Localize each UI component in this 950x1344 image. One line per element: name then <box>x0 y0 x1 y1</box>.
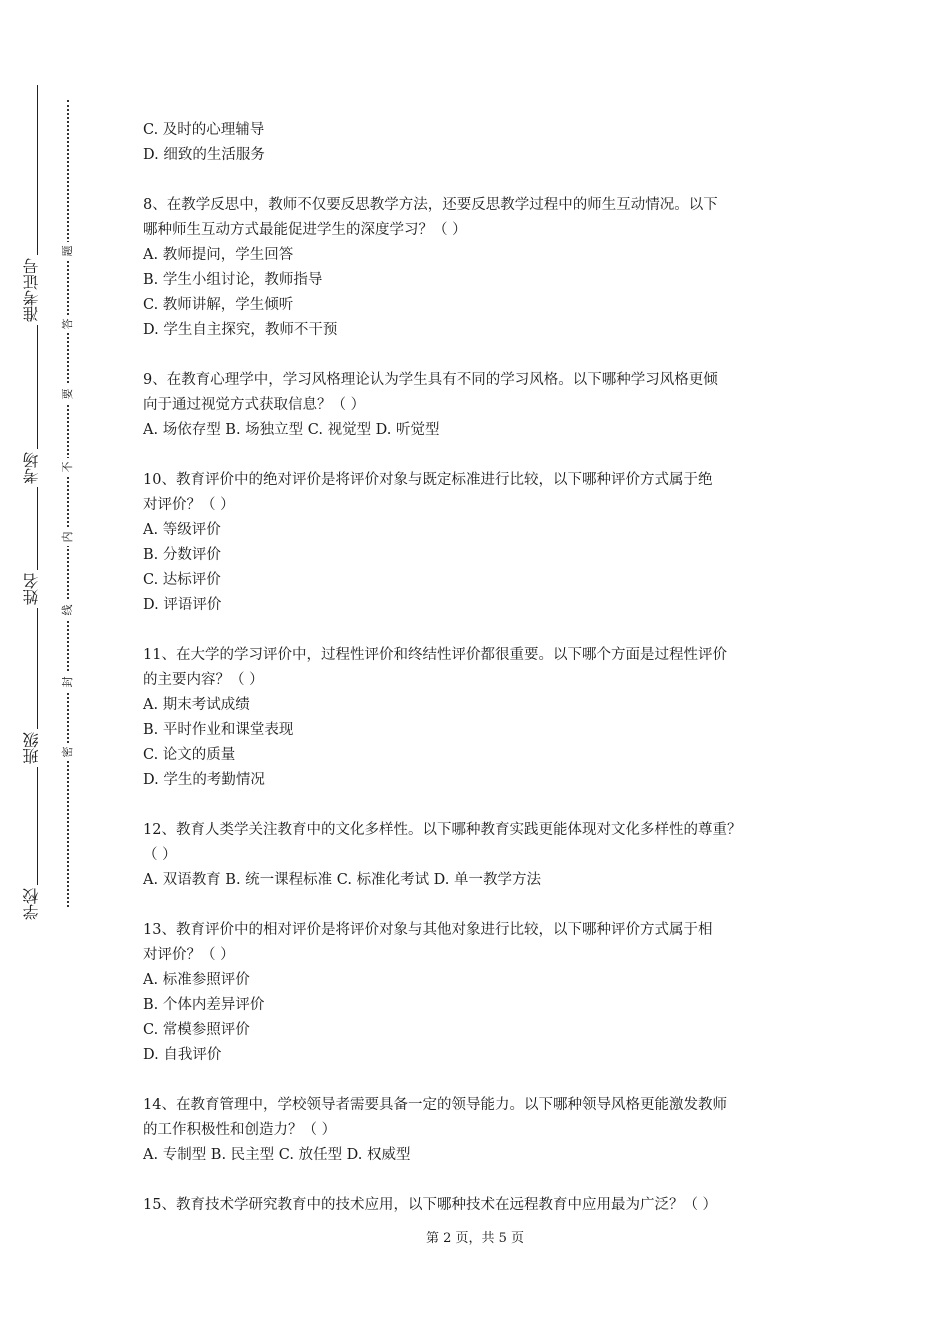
option: C. 及时的心理辅导 <box>143 122 265 138</box>
option: A. 期末考试成绩 <box>143 697 250 713</box>
school-label: 学校 <box>22 885 52 923</box>
option: D. 评语评价 <box>143 597 222 613</box>
question-text: 13、教育评价中的相对评价是将评价对象与其他对象进行比较，以下哪种评价方式属于相 <box>143 922 713 938</box>
question-12 <box>143 818 813 893</box>
seal-char: 线 <box>61 601 75 619</box>
question-text: 哪种师生互动方式最能促进学生的深度学习？（ ） <box>143 222 467 238</box>
question-text: 的主要内容？（ ） <box>143 672 264 688</box>
option: A. 标准参照评价 <box>143 972 250 988</box>
option: A. 专制型 B. 民主型 C. 放任型 D. 权威型 <box>143 1147 411 1163</box>
question-9 <box>143 368 813 443</box>
option: B. 学生小组讨论，教师指导 <box>143 272 323 288</box>
question-7-tail <box>143 118 813 168</box>
option: D. 细致的生活服务 <box>143 147 265 163</box>
seal-char: 题 <box>61 242 75 260</box>
question-10 <box>143 468 813 618</box>
question-text: 15、教育技术学研究教育中的技术应用，以下哪种技术在远程教育中应用最为广泛？（ ） <box>143 1197 718 1213</box>
question-text: （ ） <box>143 847 177 863</box>
page-number: 第 2 页，共 5 页 <box>425 1231 525 1246</box>
seal-char: 内 <box>61 528 75 546</box>
question-text: 9、在教育心理学中，学习风格理论认为学生具有不同的学习风格。以下哪种学习风格更倾 <box>143 372 718 388</box>
option: B. 个体内差异评价 <box>143 997 265 1013</box>
question-13 <box>143 918 813 1068</box>
question-15 <box>143 1193 813 1218</box>
question-text: 8、在教学反思中，教师不仅要反思教学方法，还要反思教学过程中的师生互动情况。以下 <box>143 197 718 213</box>
question-11 <box>143 643 813 793</box>
name-label: 姓名 <box>22 570 52 608</box>
seal-char: 要 <box>61 385 75 403</box>
option: D. 学生的考勤情况 <box>143 772 265 788</box>
option: C. 论文的质量 <box>143 747 236 763</box>
seal-char: 封 <box>61 673 75 691</box>
question-list <box>143 118 813 1218</box>
question-text: 11、在大学的学习评价中，过程性评价和终结性评价都很重要。以下哪个方面是过程性评价 <box>143 647 727 663</box>
question-text: 12、教育人类学关注教育中的文化多样性。以下哪种教育实践更能体现对文化多样性的尊重？ <box>143 822 742 838</box>
option: A. 场依存型 B. 场独立型 C. 视觉型 D. 听觉型 <box>143 422 440 438</box>
question-text: 对评价？（ ） <box>143 497 235 513</box>
exam-number-label: 准考证号 <box>22 255 52 325</box>
seal-char: 密 <box>61 743 75 761</box>
option: A. 双语教育 B. 统一课程标准 C. 标准化考试 D. 单一教学方法 <box>143 872 542 888</box>
seal-char: 不 <box>61 458 75 476</box>
question-14 <box>143 1093 813 1168</box>
binding-solid-line <box>37 85 38 920</box>
option: D. 学生自主探究，教师不干预 <box>143 322 338 338</box>
binding-dotted-line <box>67 100 69 907</box>
exam-room-label: 考场 <box>22 449 52 487</box>
question-text: 的工作积极性和创造力？（ ） <box>143 1122 337 1138</box>
option: A. 教师提问，学生回答 <box>143 247 294 263</box>
class-label: 班级 <box>22 729 52 767</box>
option: D. 自我评价 <box>143 1047 222 1063</box>
question-text: 14、在教育管理中，学校领导者需要具备一定的领导能力。以下哪种领导风格更能激发教师 <box>143 1097 727 1113</box>
question-text: 10、教育评价中的绝对评价是将评价对象与既定标准进行比较，以下哪种评价方式属于绝 <box>143 472 713 488</box>
question-8 <box>143 193 813 343</box>
seal-char: 答 <box>61 315 75 333</box>
question-text: 对评价？（ ） <box>143 947 235 963</box>
option: B. 平时作业和课堂表现 <box>143 722 294 738</box>
option: C. 达标评价 <box>143 572 221 588</box>
option: C. 教师讲解，学生倾听 <box>143 297 294 313</box>
option: A. 等级评价 <box>143 522 221 538</box>
question-text: 向于通过视觉方式获取信息？（ ） <box>143 397 366 413</box>
option: C. 常模参照评价 <box>143 1022 250 1038</box>
option: B. 分数评价 <box>143 547 221 563</box>
